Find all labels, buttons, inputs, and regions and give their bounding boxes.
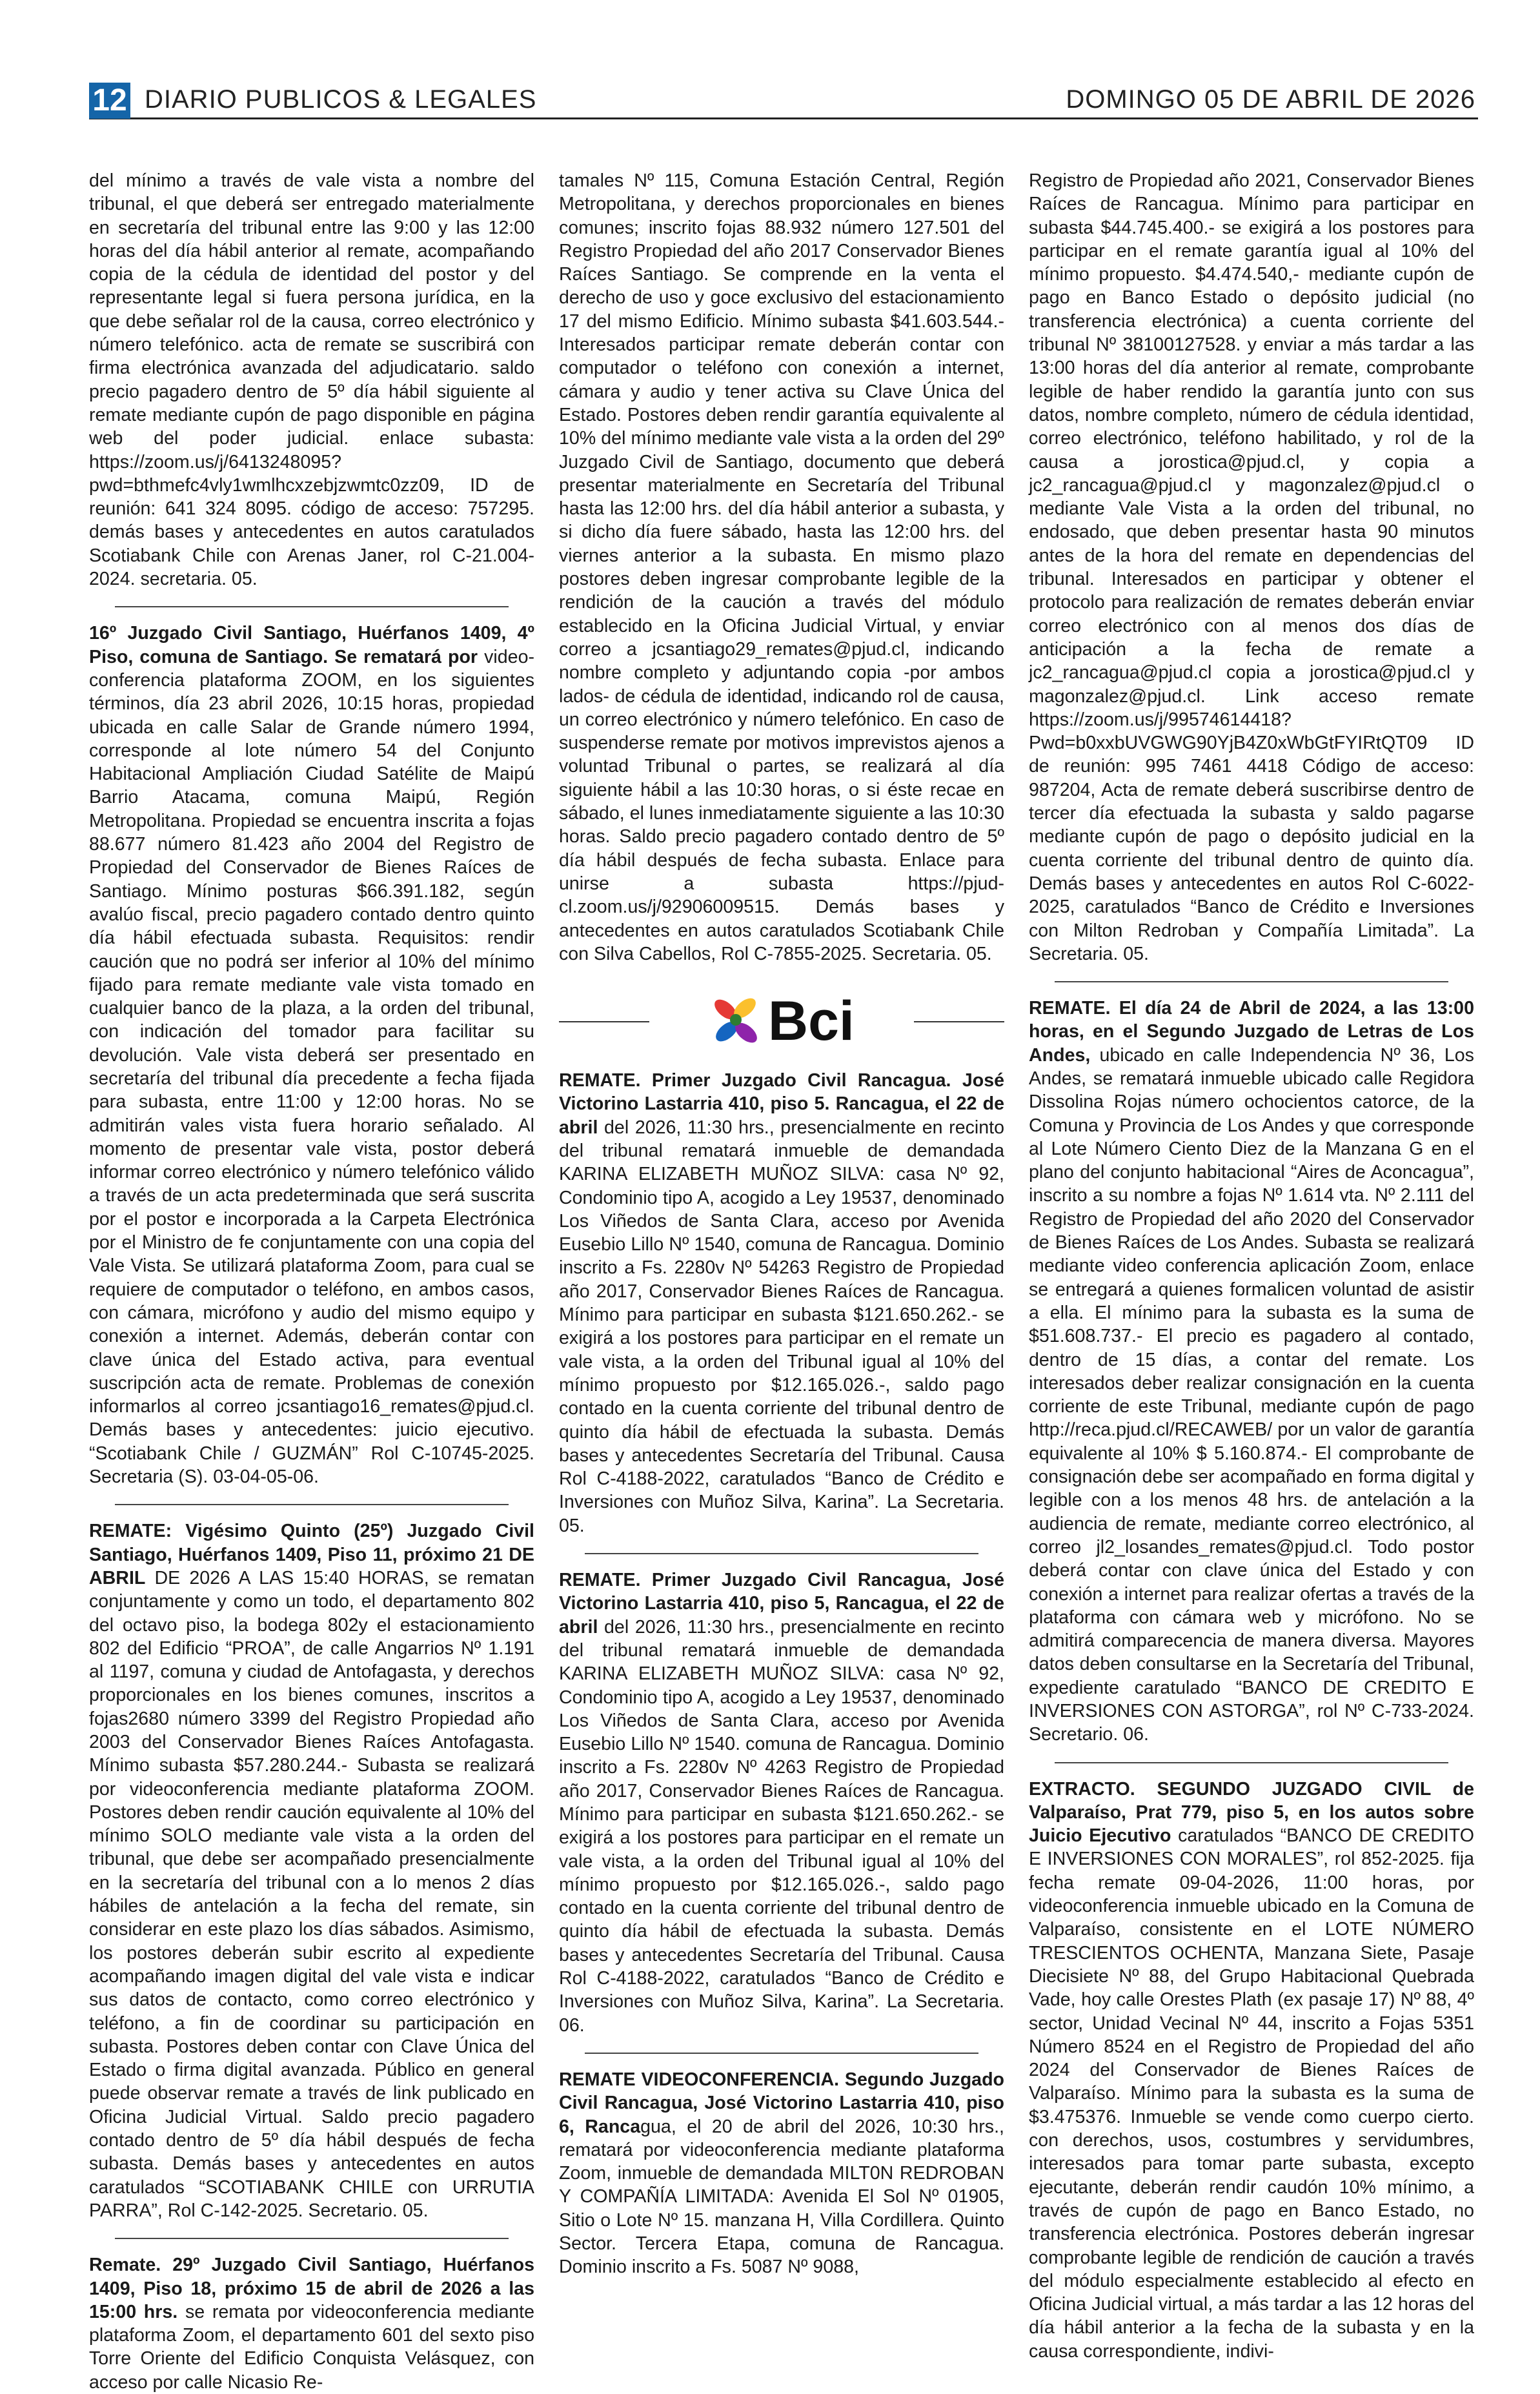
notice — [1029, 1778, 1474, 2363]
divider — [559, 1021, 649, 1022]
notice-heading: REMATE. El día 24 de Abril de 2024, a las 13:00 horas, en el Segundo Juzgado de Letras de Los Andes, — [1029, 998, 1474, 1066]
notice-heading: EXTRACTO. SEGUNDO JUZGADO CIVIL de Valparaíso, Prat 779, piso 5, en los autos sobre Juicio Ejecutivo — [1029, 1778, 1474, 1847]
divider — [115, 2238, 509, 2239]
column-2 — [559, 169, 1004, 2278]
notice-continuation: del mínimo a través de vale vista a nombre del tribunal, el que deberá ser entregado materialmente en secretaría del tribunal entre las 9:00 y las 12:00 horas del día hábil anterior al remate, acompañando copia de la cédula de identidad del postor y del representante legal si fuera persona jurídica, en la que debe señalar rol de la causa, correo electrónico y número telefónico. acta de remate se suscribirá con firma electrónica avanzada del adjudicatario. saldo precio pagadero dentro de 5º día hábil siguiente al remate mediante cupón de pago disponible en página web del poder judicial. enlace subasta: https://zoom.us/j/6413248095?pwd=bthmefc4vly1wmlhcxzebjzwmtc0zz09, ID de reunión: 641 324 8095. código de acceso: 757295. demás bases y antecedentes en autos caratulados Scotiabank Chile con Arenas Janer, rol C-21.004-2024. secretaria. 05. — [89, 170, 534, 590]
notice-heading: REMATE VIDEOCONFERENCIA. Segundo Juzgado Civil Rancagua, José Victorino Lastarria 410, piso 6, Ranca — [559, 2069, 1004, 2137]
divider — [1055, 1762, 1448, 1763]
notice-body: del 2026, 11:30 hrs., presencialmente en recinto del tribunal rematará inmueble de demandada KARINA ELIZABETH MUÑOZ SILVA: casa Nº 92, Condominio tipo A, acogido a Ley 19537, denominado Los Viñedos de Santa Clara, acceso por Avenida Eusebio Lillo Nº 1540. comuna de Rancagua. Dominio inscrito a Fs. 2280v Nº 4263 Registro de Propiedad año 2017, Conservador Bienes Raíces de Rancagua. Mínimo para participar en subasta $121.650.262.- se exigirá a los postores para participar en el remate un vale vista, a la orden del Tribunal igual al 10% del mínimo propuesto por $12.165.026.-, saldo pago contado en la cuenta corriente del tribunal dentro de quinto día hábil de efectuada la subasta. Demás bases y antecedentes Secretaría del Tribunal. Causa Rol C-4188-2022, caratulados “Banco de Crédito e Inversiones con Muñoz Silva, Karina”. La Secretaria. 06. — [559, 1616, 1004, 2036]
notice — [89, 2253, 534, 2394]
notice-body: DE 2026 A LAS 15:40 HORAS, se rematan conjuntamente y como un todo, el departamento 802 del octavo piso, la bodega 802y el estacionamiento 802 del Edificio “PROA”, de calle Angarrios Nº 1.191 al 1197, comuna y ciudad de Antofagasta, y derechos proporcionales en los bienes comunes, inscritos a fojas2680 número 3399 del Registro Propiedad año 2003 del Conservador Bienes Raíces Antofagasta. Mínimo subasta $57.280.244.- Subasta se realizará por videoconferencia mediante plataforma ZOOM. Postores deben rendir caución equivalente al 10% del mínimo SOLO mediante vale vista a la orden del tribunal, que debe ser acompañado presencialmente en la secretaría del tribunal con a lo menos 2 días hábiles de antelación a la fecha del remate, sin considerar en este plazo los días sábados. Asimismo, los postores deberán subir escrito al expediente acompañando imagen digital del vale vista e indicar sus datos de contacto, como correo electrónico y teléfono, a fin de coordinar su participación en subasta. Postores deben contar con Clave Única del Estado o firma digital avanzada. Público en general puede observar remate a través de link publicado en Oficina Judicial Virtual. Saldo precio pagadero contado dentro de 5º día hábil después de fecha subasta. Demás bases y antecedentes en autos caratulados “SCOTIABANK CHILE con URRUTIA PARRA”, Rol C-142-2025. Secretario. 05. — [89, 1567, 534, 2221]
page-number: 12 — [89, 83, 130, 119]
bci-logo-text: Bci — [768, 990, 855, 1053]
divider — [115, 606, 509, 607]
notice-heading: REMATE. Primer Juzgado Civil Rancagua, José Victorino Lastarria 410, piso 5, Rancagua, el 22 de abril — [559, 1570, 1004, 1638]
notice-body: gua, el 20 de abril del 2026, 10:30 hrs., rematará por videoconferencia mediante plataforma Zoom, inmueble de demandada MILT0N REDROBAN Y COMPAÑÍA LIMITADA: Avenida El Sol Nº 01905, Sitio o Lote Nº 15. manzana H, Villa Cordillera. Quinto Sector. Tercera Etapa, comuna de Rancagua. Dominio inscrito a Fs. 5087 Nº 9088, — [559, 2116, 1004, 2278]
notice — [559, 1069, 1004, 1537]
notice-continuation: Registro de Propiedad año 2021, Conservador Bienes Raíces de Rancagua. Mínimo para participar en subasta $44.745.400.- se exigirá a los postores para participar en el remate garantía igual al 10% del mínimo propuesto. $4.474.540,- mediante cupón de pago en Banco Estado o depósito judicial (no transferencia electrónica) a cuenta corriente del tribunal Nº 38100127528. y enviar a más tardar a las 13:00 horas del día anterior al remate, comprobante legible de haber rendido la garantía junto con sus datos, nombre completo, número de cédula identidad, correo electrónico, teléfono habilitado, y rol de la causa a jorostica@pjud.cl, y copia a jc2_rancagua@pjud.cl y magonzalez@pjud.cl o mediante Vale Vista a la orden del tribunal, no endosado, que deben presentar hasta 90 minutos antes de la hora del remate en dependencias del tribunal. Interesados en participar y obtener el protocolo para realización de remates deberán enviar correo electrónico con al menos dos días de anticipación a la fecha de remate a jc2_rancagua@pjud.cl copia a jorostica@pjud.cl y magonzalez@pjud.cl. Link acceso remate https://zoom.us/j/99574614418?Pwd=b0xxbUVGWG90YjB4Z0xWbGtFYIRtQT09 ID de reunión: 995 7461 4418 Código de acceso: 987204, Acta de remate deberá suscribirse dentro de tercer día efectuada la subasta y saldo pagarse mediante cupón de pago o depósito judicial en la cuenta corriente del tribunal dentro de quinto día. Demás bases y antecedentes en autos Rol C-6022-2025, caratulados “Banco de Crédito e Inversiones con Milton Redroban y Compañía Limitada”. La Secretaria. 05. — [1029, 170, 1474, 964]
notice-continuation: tamales Nº 115, Comuna Estación Central, Región Metropolitana, y derechos proporcionales en bienes comunes; inscrito fojas 88.932 número 127.501 del Registro Propiedad del año 2017 Conservador Bienes Raíces Santiago. Se comprende en la venta el derecho de uso y goce exclusivo del estacionamiento 17 del mismo Edificio. Mínimo subasta $41.603.544.- Interesados participar remate deberán contar con computador o teléfono con conexión a internet, cámara y audio y tener activa su Clave Única del Estado. Postores deben rendir garantía equivalente al 10% del mínimo mediante vale vista a la orden del 29º Juzgado Civil de Santiago, documento que deberá presentar materialmente en Secretaría del Tribunal hasta las 12:00 hrs. del día hábil anterior a subasta, y si dicho día fuere sábado, hasta las 12:00 hrs. del viernes anterior a la subasta. En mismo plazo postores deben ingresar comprobante legible de la rendición de la caución a través del módulo establecido en la Oficina Judicial Virtual, y enviar correo a jcsantiago29_remates@pjud.cl, indicando nombre completo y adjuntando copia -por ambos lados- de cédula de identidad, indicando rol de causa, un correo electrónico y número telefónico. En caso de suspenderse remate por motivos imprevistos ajenos a voluntad Tribunal o partes, se realizará al día siguiente hábil a las 10:30 horas, o si éste recae en sábado, el lunes inmediatamente siguiente a las 10:30 horas. Saldo precio pagadero contado dentro de 5º día hábil después de fecha subasta. Enlace para unirse a subasta https://pjud-cl.zoom.us/j/92906009515. Demás bases y antecedentes en autos caratulados Scotiabank Chile con Silva Cabellos, Rol C-7855-2025. Secretaria. 05. — [559, 170, 1004, 964]
column-1 — [89, 169, 534, 2393]
page-header — [89, 80, 1478, 119]
notice — [559, 1568, 1004, 2037]
notice-heading: Remate. 29º Juzgado Civil Santiago, Huérfanos 1409, Piso 18, próximo 15 de abril de 2026 a las 15:00 hrs. — [89, 2255, 534, 2322]
notice-heading: 16º Juzgado Civil Santiago, Huérfanos 1409, 4º Piso, comuna de Santiago. Se rematará por — [89, 623, 534, 667]
publication-name: DIARIO PUBLICOS & LEGALES — [145, 85, 537, 114]
notice-heading: REMATE: Vigésimo Quinto (25º) Juzgado Civil Santiago, Huérfanos 1409, Piso 11, próximo 21 DE ABRIL — [89, 1521, 534, 1588]
notice-body: ubicado en calle Independencia Nº 36, Los Andes, se rematará inmueble ubicado calle Regidora Dissolina Rojas número ochocientos catorce, de la Comuna y Provincia de Los Andes y que corresponde al Lote Número Ciento Diez de la Manzana G en el plano del conjunto habitacional “Aires de Aconcagua”, inscrito a su nombre a fojas Nº 1.614 vta. Nº 2.111 del Registro de Propiedad del año 2020 del Conservador de Bienes Raíces de Los Andes. Subasta se realizará mediante video conferencia aplicación Zoom, enlace se entregará a quienes formalicen voluntad de asistir a ella. El mínimo para la subasta es la suma de $51.608.737.- El precio es pagadero al contado, dentro de 15 días, a contar del remate. Los interesados deber realizar consignación en la cuenta corriente de este Tribunal, mediante cupón de pago http://reca.pjud.cl/RECAWEB/ por un valor de garantía equivalente al 10% $ 5.160.874.- El comprobante de consignación debe ser acompañado en forma digital y legible con a los menos 48 hrs. de antelación a la audiencia de remate, mediante correo electrónico, al correo jl2_losandes_remates@pjud.cl. Todo postor deberá contar con clave única del Estado y con conexión a internet para realizar ofertas a través de la plataforma con cámara web y micrófono. No se admitirá comparecencia de manera diversa. Mayores datos deben consultarse en la Secretaría del Tribunal, expediente caratulado “BANCO DE CREDITO E INVERSIONES CON ASTORGA”, rol Nº C-733-2024. Secretario. 06. — [1029, 1044, 1474, 1745]
bci-logo — [706, 990, 861, 1052]
divider — [1055, 981, 1448, 982]
notice-body: se remata por videoconferencia mediante plataforma Zoom, el departamento 601 del sexto piso Torre Oriente del Edificio Conquista Velásquez, con acceso por calle Nicasio Re- — [89, 2301, 534, 2393]
bank-logo-banner — [559, 985, 1004, 1056]
bci-logo-mark-icon — [706, 990, 768, 1052]
notice-heading: REMATE. Primer Juzgado Civil Rancagua. José Victorino Lastarria 410, piso 5. Rancagua, el 22 de abril — [559, 1070, 1004, 1138]
publication-date: DOMINGO 05 DE ABRIL DE 2026 — [1066, 85, 1475, 114]
column-3 — [1029, 169, 1474, 2362]
notice-body: caratulados “BANCO DE CREDITO E INVERSIONES CON MORALES”, rol 852-2025. fija fecha remate 09-04-2026, 11:00 horas, por videoconferencia inmueble ubicado en la Comuna de Valparaíso, consistente en el LOTE NÚMERO TRESCIENTOS OCHENTA, Manzana Siete, Pasaje Diecisiete Nº 88, del Grupo Habitacional Quebrada Vade, hoy calle Orestes Plath (ex pasaje 17) Nº 88, 4º sector, Unidad Vecinal Nº 44, inscrito a Fojas 5351 Número 8524 en el Registro de Propiedad del año 2024 del Conservador de Bienes Raíces de Valparaíso. Mínimo para la subasta es la suma de $3.475376. Inmueble se vende como cuerpo cierto. con derechos, usos, costumbres y servidumbres, interesados para tomar parte subasta, excepto ejecutante, deberán rendir caudón 10% mínimo, a través de cupón de pago en Banco Estado, no transferencia electrónica. Postores deberán ingresar comprobante legible de rendición de caución a través del módulo especialmente establecido al efecto en Oficina Judicial virtual, a más tardar a las 12 horas del día hábil anterior a la fecha de la subasta y en la causa correspondiente, indivi- — [1029, 1825, 1474, 2362]
divider — [585, 2053, 978, 2054]
notice — [559, 2068, 1004, 2279]
notice — [89, 622, 534, 1488]
notice — [89, 1519, 534, 2222]
divider — [115, 1504, 509, 1505]
notice-body: del 2026, 11:30 hrs., presencialmente en recinto del tribunal rematará inmueble de demandada KARINA ELIZABETH MUÑOZ SILVA: casa Nº 92, Condominio tipo A, acogido a Ley 19537, denominado Los Viñedos de Santa Clara, acceso por Avenida Eusebio Lillo Nº 1540, comuna de Rancagua. Dominio inscrito a Fs. 2280v Nº 54263 Registro de Propiedad año 2017, Conservador Bienes Raíces de Rancagua. Mínimo para participar en subasta $121.650.262.- se exigirá a los postores para participar en el remate un vale vista, a la orden del Tribunal igual al 10% del mínimo propuesto por $12.165.026.-, saldo pago contado en la cuenta corriente del tribunal dentro de quinto día hábil de efectuada la subasta. Demás bases y antecedentes Secretaría del Tribunal. Causa Rol C-4188-2022, caratulados “Banco de Crédito e Inversiones con Muñoz Silva, Karina”. La Secretaria. 05. — [559, 1117, 1004, 1536]
notice-body: video-conferencia plataforma ZOOM, en los siguientes términos, día 23 abril 2026, 10:15 horas, propiedad ubicada en calle Salar de Grande número 1994, corresponde al lote número 54 del Conjunto Habitacional Ampliación Ciudad Satélite de Maipú Barrio Atacama, comuna Maipú, Región Metropolitana. Propiedad se encuentra inscrita a fojas 88.677 número 81.423 año 2004 del Registro de Propiedad del Conservador de Bienes Raíces de Santiago. Mínimo posturas $66.391.182, según avalúo fiscal, precio pagadero contado dentro quinto día hábil efectuada subasta. Requisitos: rendir caución que no podrá ser inferior al 10% del mínimo fijado para remate mediante vale vista tomado en cualquier banco de la plaza, a la orden del tribunal, con indicación del tomador para facilitar su devolución. Vale vista deberá ser presentado en secretaría del tribunal día precedente a fecha fijada para subasta, entre 11:00 y 12:00 horas. No se admitirán vales vista fuera horario señalado. Al momento de presentar vale vista, postor deberá informar correo electrónico y número telefónico válido a través de un acta predeterminada que será suscrita por el postor e incorporada a la Carpeta Electrónica por el Ministro de fe conjuntamente con una copia del Vale Vista. Se utilizará plataforma Zoom, para cual se requiere de computador o teléfono, en ambos casos, con cámara, micrófono y audio del mismo equipo y conexión a internet. Además, deberán contar con clave única del Estado activa, para eventual suscripción acta de remate. Problemas de conexión informarlos al correo jcsantiago16_remates@pjud.cl. Demás bases y antecedentes: juicio ejecutivo. “Scotiabank Chile / GUZMÁN” Rol C-10745-2025. Secretaria (S). 03-04-05-06. — [89, 646, 534, 1488]
notice — [1029, 997, 1474, 1747]
divider — [585, 1553, 978, 1554]
divider — [914, 1021, 1004, 1022]
